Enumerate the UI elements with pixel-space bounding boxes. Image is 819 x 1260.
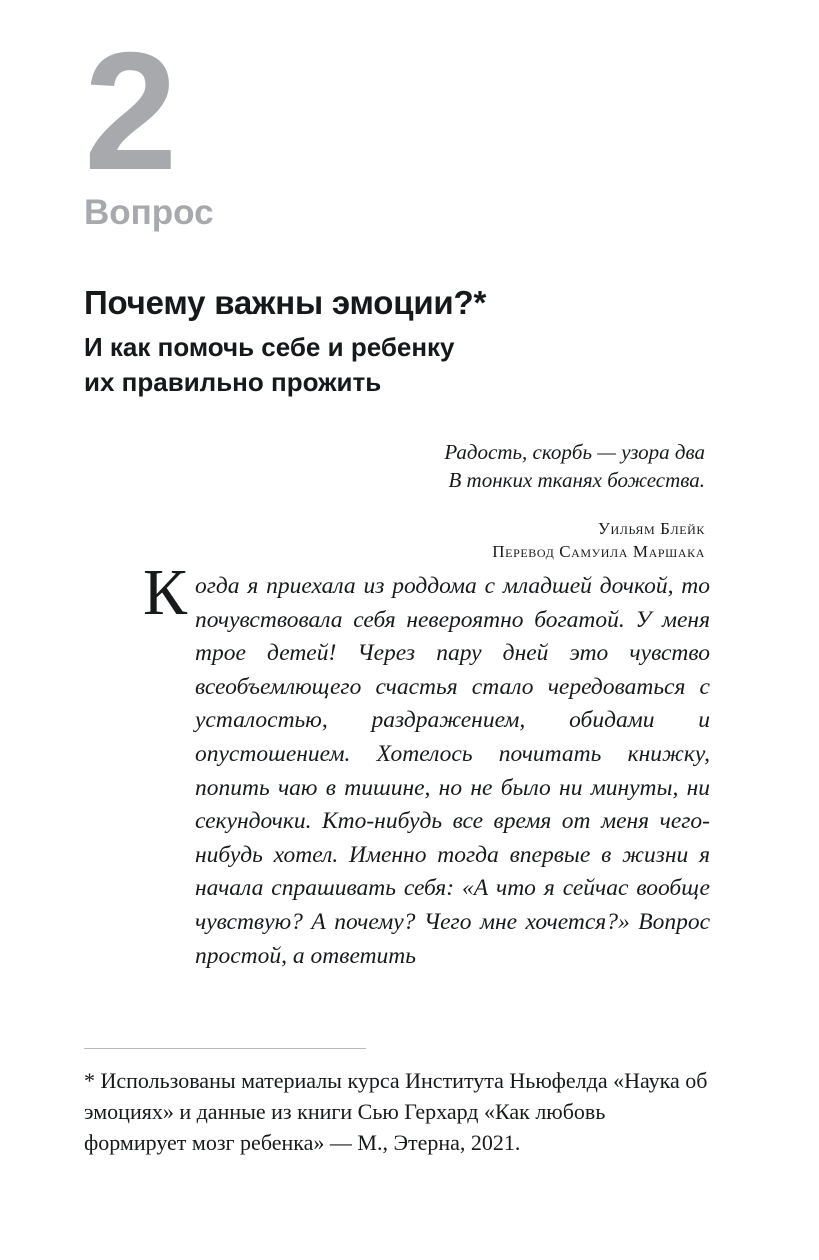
epigraph-line-1: Радость, скорбь — узора два (444, 440, 705, 464)
epigraph (275, 438, 705, 564)
body-paragraph-text: огда я приехала из роддома с младшей дочкой, то почувствовала себя невероятно богатой. У меня трое детей! Через пару дней это чувство всеобъемлющего счастья стало чередоваться с усталостью, раздражением, обидами и опустошением. Хотелось почитать книжку, попить чаю в тишине, но не было ни минуты, ни секундочки. Кто-нибудь все время от меня чего-нибудь хотел. Именно тогда впервые в жизни я начала спрашивать себя: «А что я сейчас вообще чувствую? А почему? Чего мне хочется?» Вопрос простой, а ответить (195, 573, 710, 969)
chapter-kicker: Вопрос (84, 192, 214, 232)
chapter-head (84, 17, 724, 233)
drop-cap: К (143, 556, 188, 629)
page-subtitle-line-2: их правильно прожить (84, 367, 382, 398)
page-subtitle (84, 330, 704, 400)
chapter-number: 2 (84, 17, 174, 205)
footnote (84, 1048, 708, 1159)
epigraph-line-2: В тонких тканях божества. (448, 468, 705, 493)
epigraph-author: Уильям Блейк (597, 518, 705, 538)
epigraph-translator: Перевод Самуила Маршака (492, 542, 705, 562)
page-subtitle-line-1: И как помочь себе и ребенку (84, 332, 455, 362)
epigraph-attribution (275, 517, 705, 565)
page-title: Почему важны эмоции?* (84, 284, 487, 322)
footnote-divider (84, 1048, 366, 1049)
body-paragraph (143, 556, 710, 973)
footnote-text: * Использованы материалы курса Института Ньюфелда «Наука об эмоциях» и данные из книги Сью Герхард «Как любовь формирует мозг ребенка» — М., Этерна, 2021. (84, 1068, 708, 1156)
